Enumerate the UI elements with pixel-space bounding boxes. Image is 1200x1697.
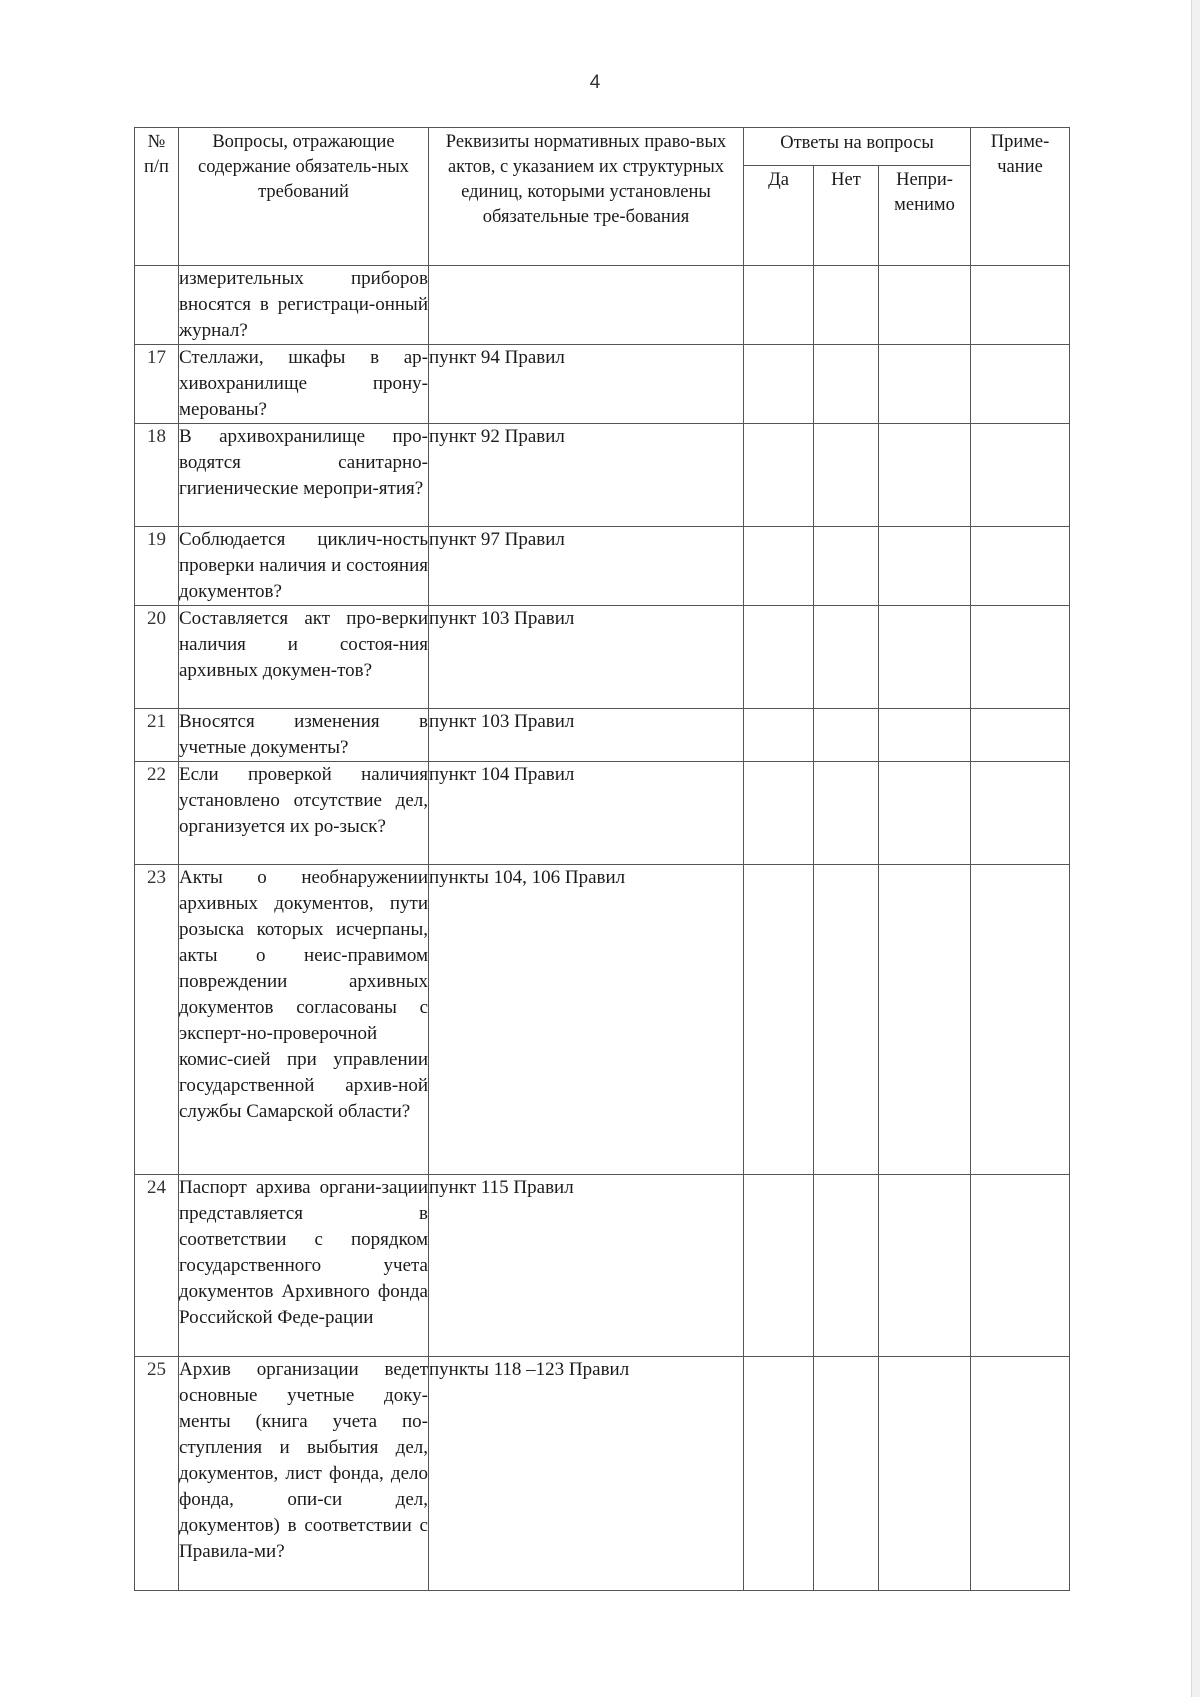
answer-no-cell (814, 606, 879, 709)
row-number: 20 (135, 606, 179, 709)
answer-not-applicable-cell (879, 266, 971, 345)
answer-not-applicable-cell (879, 527, 971, 606)
row-requisites: пункт 115 Правил (429, 1175, 744, 1357)
answer-not-applicable-cell (879, 1175, 971, 1357)
row-number: 24 (135, 1175, 179, 1357)
note-cell (971, 606, 1070, 709)
row-requisites: пункт 103 Правил (429, 709, 744, 762)
answer-not-applicable-cell (879, 606, 971, 709)
row-number: 18 (135, 424, 179, 527)
row-number: 22 (135, 762, 179, 865)
note-cell (971, 266, 1070, 345)
page-edge (1191, 0, 1200, 1697)
row-question: измерительных приборов вносятся в регистраци-онный журнал? (179, 266, 429, 345)
table-row (135, 527, 1070, 606)
answer-no-cell (814, 1175, 879, 1357)
answer-yes-cell (744, 527, 814, 606)
header-row-top (135, 128, 1070, 166)
note-cell (971, 709, 1070, 762)
table-row (135, 762, 1070, 865)
row-question: В архивохранилище про-водятся санитарно-гигиенические меропри-ятия? (179, 424, 429, 527)
answer-no-cell (814, 345, 879, 424)
answer-not-applicable-cell (879, 865, 971, 1175)
table-row (135, 266, 1070, 345)
header-yes: Да (744, 166, 814, 266)
row-number (135, 266, 179, 345)
row-question: Соблюдается циклич-ность проверки наличия и состояния документов? (179, 527, 429, 606)
row-requisites: пункт 104 Правил (429, 762, 744, 865)
table-row (135, 424, 1070, 527)
row-number: 23 (135, 865, 179, 1175)
header-note: Приме-чание (971, 128, 1070, 266)
table-row (135, 345, 1070, 424)
table-row (135, 606, 1070, 709)
row-number: 17 (135, 345, 179, 424)
table-row (135, 1175, 1070, 1357)
row-question: Составляется акт про-верки наличия и состоя-ния архивных докумен-тов? (179, 606, 429, 709)
note-cell (971, 1175, 1070, 1357)
answer-yes-cell (744, 424, 814, 527)
answer-no-cell (814, 527, 879, 606)
answer-yes-cell (744, 762, 814, 865)
table-row (135, 865, 1070, 1175)
header-requisites: Реквизиты нормативных право-вых актов, с указанием их структурных единиц, которыми установлены обязательные тре-бования (429, 128, 744, 266)
header-no: Нет (814, 166, 879, 266)
note-cell (971, 345, 1070, 424)
row-question: Вносятся изменения в учетные документы? (179, 709, 429, 762)
header-not-applicable: Непри-менимо (879, 166, 971, 266)
header-answers: Ответы на вопросы (744, 128, 971, 166)
row-requisites: пункт 92 Правил (429, 424, 744, 527)
answer-yes-cell (744, 709, 814, 762)
checklist-table (134, 127, 1070, 1591)
note-cell (971, 424, 1070, 527)
answer-not-applicable-cell (879, 1357, 971, 1591)
answer-yes-cell (744, 266, 814, 345)
row-question: Паспорт архива органи-зации представляется в соответствии с порядком государственного учета документов Архивного фонда Российской Феде-рации (179, 1175, 429, 1357)
answer-yes-cell (744, 865, 814, 1175)
answer-no-cell (814, 762, 879, 865)
header-question: Вопросы, отражающие содержание обязатель-ных требований (179, 128, 429, 266)
row-question: Стеллажи, шкафы в ар-хивохранилище прону-мерованы? (179, 345, 429, 424)
answer-yes-cell (744, 1357, 814, 1591)
row-requisites: пункты 104, 106 Правил (429, 865, 744, 1175)
answer-no-cell (814, 709, 879, 762)
table-body (135, 266, 1070, 1591)
answer-yes-cell (744, 345, 814, 424)
row-requisites: пункты 118 –123 Правил (429, 1357, 744, 1591)
row-question: Акты о необнаружении архивных документов, пути розыска которых исчерпаны, акты о неис-правимом повреждении архивных документов согласованы с эксперт-но-проверочной комис-сией при управлении государственной архив-ной службы Самарской области? (179, 865, 429, 1175)
answer-not-applicable-cell (879, 424, 971, 527)
answer-not-applicable-cell (879, 762, 971, 865)
row-requisites: пункт 103 Правил (429, 606, 744, 709)
row-number: 21 (135, 709, 179, 762)
answer-no-cell (814, 424, 879, 527)
row-number: 25 (135, 1357, 179, 1591)
row-question: Если проверкой наличия установлено отсутствие дел, организуется их ро-зыск? (179, 762, 429, 865)
answer-no-cell (814, 1357, 879, 1591)
header-num: № п/п (135, 128, 179, 266)
row-question: Архив организации ведет основные учетные доку-менты (книга учета по-ступления и выбытия дел, документов, лист фонда, дело фонда, опи-си дел, документов) в соответствии с Правила-ми? (179, 1357, 429, 1591)
answer-yes-cell (744, 606, 814, 709)
row-number: 19 (135, 527, 179, 606)
answer-not-applicable-cell (879, 709, 971, 762)
row-requisites: пункт 94 Правил (429, 345, 744, 424)
answer-not-applicable-cell (879, 345, 971, 424)
note-cell (971, 762, 1070, 865)
note-cell (971, 1357, 1070, 1591)
note-cell (971, 865, 1070, 1175)
answer-yes-cell (744, 1175, 814, 1357)
page-number: 4 (589, 72, 601, 93)
row-requisites (429, 266, 744, 345)
note-cell (971, 527, 1070, 606)
table-row (135, 709, 1070, 762)
row-requisites: пункт 97 Правил (429, 527, 744, 606)
answer-no-cell (814, 865, 879, 1175)
table-row (135, 1357, 1070, 1591)
answer-no-cell (814, 266, 879, 345)
